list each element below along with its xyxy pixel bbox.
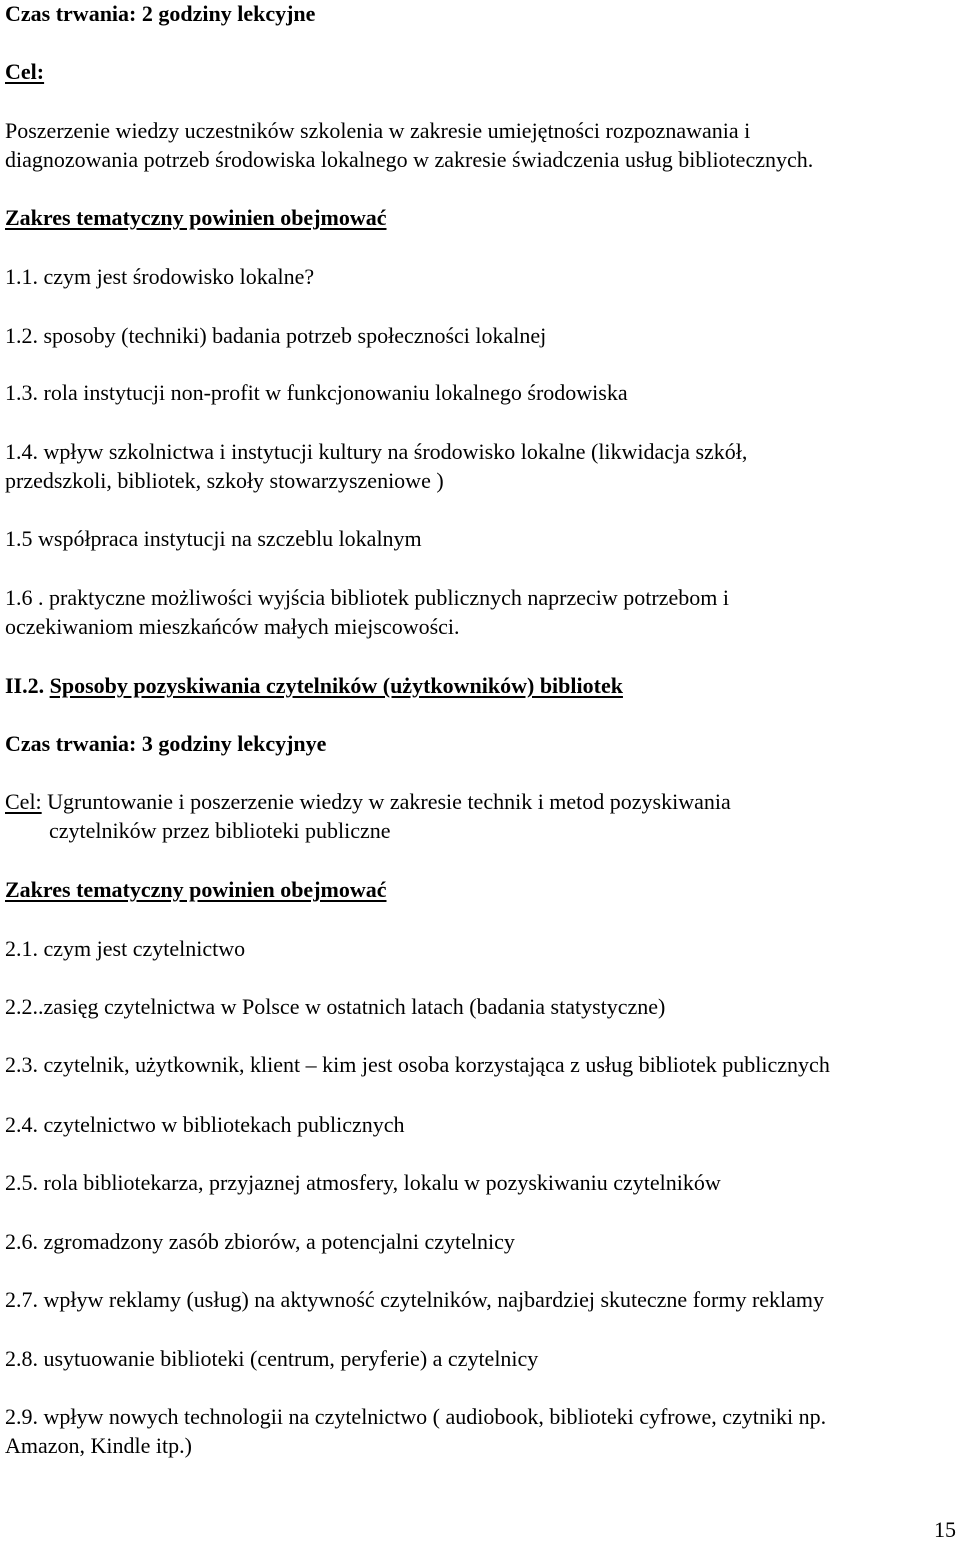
goal-text-continued: czytelników przez biblioteki publiczne	[49, 818, 391, 843]
section-title: Sposoby pozyskiwania czytelników (użytkowników) bibliotek	[49, 673, 623, 698]
duration-heading-2: Czas trwania: 3 godziny lekcyjnye	[5, 731, 327, 756]
scope-heading-1: Zakres tematyczny powinien obejmować	[5, 205, 387, 230]
page-number: 15	[934, 1517, 956, 1542]
list-item-2-6: 2.6. zgromadzony zasób zbiorów, a potencjalni czytelnicy	[5, 1229, 515, 1254]
list-item-1-1: 1.1. czym jest środowisko lokalne?	[5, 264, 315, 289]
list-item-1-3: 1.3. rola instytucji non-profit w funkcjonowaniu lokalnego środowiska	[5, 380, 628, 405]
list-item-1-2: 1.2. sposoby (techniki) badania potrzeb społeczności lokalnej	[5, 323, 547, 348]
list-item-2-8: 2.8. usytuowanie biblioteki (centrum, peryferie) a czytelnicy	[5, 1346, 539, 1371]
goal-paragraph-2	[5, 787, 731, 845]
goal-text: Ugruntowanie i poszerzenie wiedzy w zakresie technik i metod pozyskiwania	[47, 789, 731, 814]
list-item-2-9	[5, 1402, 826, 1460]
list-item-2-2: 2.2..zasięg czytelnictwa w Polsce w ostatnich latach (badania statystyczne)	[5, 994, 666, 1019]
goal-label-1: Cel:	[5, 59, 45, 84]
section-heading-2	[5, 671, 623, 700]
list-item-1-5: 1.5 współpraca instytucji na szczeblu lokalnym	[5, 526, 422, 551]
list-item-2-4: 2.4. czytelnictwo w bibliotekach publicznych	[5, 1112, 405, 1137]
list-item-line: przedszkoli, bibliotek, szkoły stowarzyszeniowe )	[5, 468, 444, 493]
goal-line: Poszerzenie wiedzy uczestników szkolenia w zakresie umiejętności rozpoznawania i	[5, 118, 751, 143]
list-item-2-1: 2.1. czym jest czytelnictwo	[5, 936, 246, 961]
scope-heading-2: Zakres tematyczny powinien obejmować	[5, 877, 387, 902]
list-item-2-5: 2.5. rola bibliotekarza, przyjaznej atmosfery, lokalu w pozyskiwaniu czytelników	[5, 1170, 721, 1195]
list-item-1-6	[5, 583, 729, 641]
goal-label-2: Cel:	[5, 789, 42, 814]
duration-heading-1: Czas trwania: 2 godziny lekcyjne	[5, 1, 316, 26]
section-number: II.2.	[5, 673, 45, 698]
goal-line: diagnozowania potrzeb środowiska lokalnego w zakresie świadczenia usług bibliotecznych.	[5, 147, 814, 172]
list-item-line: 2.9. wpływ nowych technologii na czytelnictwo ( audiobook, biblioteki cyfrowe, czytniki np.	[5, 1404, 827, 1429]
list-item-line: oczekiwaniom mieszkańców małych miejscowości.	[5, 614, 460, 639]
list-item-2-7: 2.7. wpływ reklamy (usług) na aktywność czytelników, najbardziej skuteczne formy reklamy	[5, 1287, 825, 1312]
list-item-line: Amazon, Kindle itp.)	[5, 1433, 192, 1458]
list-item-1-4	[5, 437, 747, 495]
list-item-line: 1.4. wpływ szkolnictwa i instytucji kultury na środowisko lokalne (likwidacja szkół,	[5, 439, 748, 464]
list-item-2-3: 2.3. czytelnik, użytkownik, klient – kim jest osoba korzystająca z usług bibliotek publicznych	[5, 1052, 830, 1077]
goal-paragraph-1	[5, 116, 813, 174]
list-item-line: 1.6 . praktyczne możliwości wyjścia bibliotek publicznych naprzeciw potrzebom i	[5, 585, 729, 610]
